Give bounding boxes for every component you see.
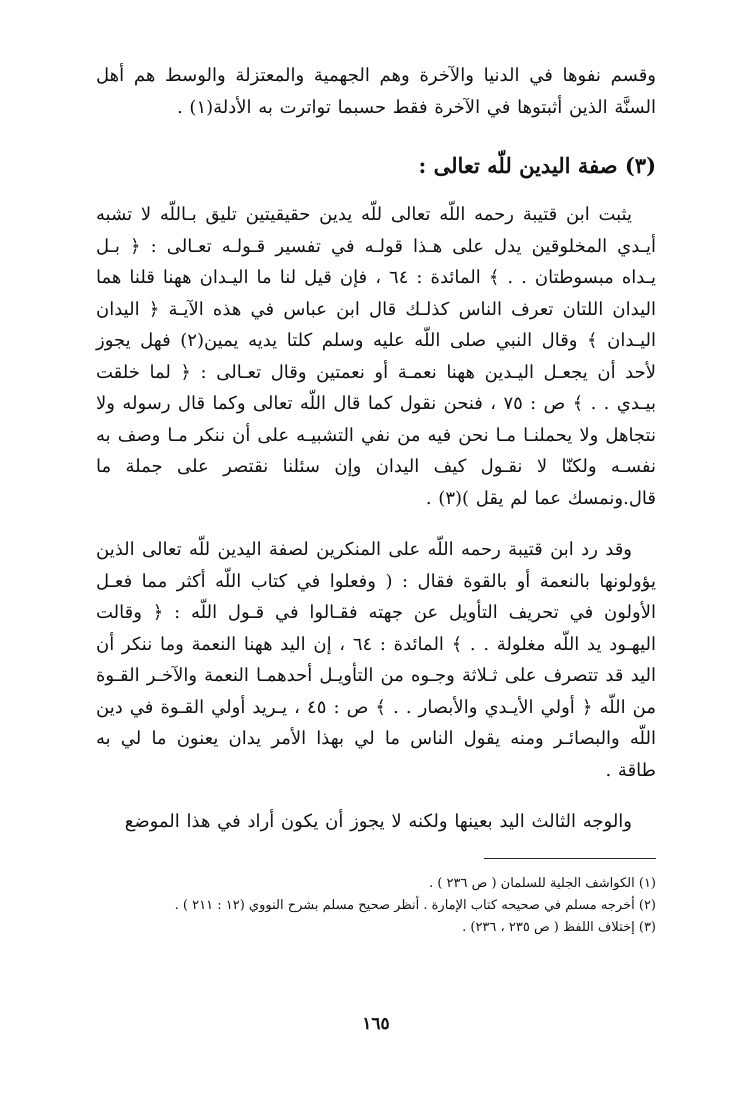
page-number: ١٦٥	[362, 1014, 390, 1034]
footnote-divider	[484, 858, 656, 859]
paragraph-4: والوجه الثالث اليد بعينها ولكنه لا يجوز أن يكون أراد في هذا الموضع	[124, 811, 632, 832]
paragraph-1: وقسم نفوها في الدنيا والآخرة وهم الجهمية والمعتزلة والوسط هم أهل السنَّة الذين أثبتوها في الآخرة فقط حسبما تواترت به الأدلة(١) .	[96, 65, 656, 118]
footnote-1: (١) الكواشف الجلية للسلمان ( ص ٢٣٦ ) .	[429, 875, 656, 891]
paragraph-3: وقد رد ابن قتيبة رحمه اللّه على المنكرين لصفة اليدين للّه تعالى الذين يؤولونها بالنعمة أو بالقوة فقال : ( وفعلوا في كتاب اللّه أكثر مما فعـل الأولون في تحريف التأويل عن جهته فقـالوا في قـول اللّه : ﴿ وقالت اليهـود يد اللّه مغلولة . . ﴾ المائدة : ٦٤ ، إن اليد ههنا النعمة وما ننكر أن اليد قد تتصرف على ثـلاثة وجـوه من التأويـل أحدهمـا النعمة والآخـر القـوة من اللّه ﴿ أولي الأيـدي والأبصار . . ﴾ ص : ٤٥ ، يـريد أولي القـوة في دين اللّه والبصائـر ومنه يقول الناس ما لي بهذا الأمر يدان يعنون ما لي به طاقة .	[96, 539, 656, 781]
footnotes	[96, 873, 656, 939]
page-content	[96, 60, 656, 1093]
section-heading: (٣) صفة اليدين للّه تعالى :	[418, 153, 656, 178]
paragraph-2: يثبت ابن قتيبة رحمه اللّه تعالى للّه يدين حقيقيتين تليق بـاللّه لا تشبه أيـدي المخلوقين يدل على هـذا قولـه في تفسير قـولـه تعـالى : ﴿ بـل يـداه مبسوطتان . . ﴾ المائدة : ٦٤ ، فإن قيل لنا ما اليـدان ههنا قلنا هما اليدان اللتان تعرف الناس كذلـك قال ابن عباس في هذه الآيـة ﴿ اليدان اليـدان ﴾ وقال النبي صلى اللّه عليه وسلم كلتا يديه يمين(٢) فهل يجوز لأحد أن يجعـل اليـدين ههنا نعمـة أو نعمتين وقال تعـالى : ﴿ لما خلقت بيـدي . . ﴾ ص : ٧٥ ، فنحن نقول كما قال اللّه تعالى وكما قال رسوله ولا نتجاهل ولا يحملنـا مـا نحن فيه من نفي التشبيـه على أن ننكر مـا وصف به نفسـه ولكنّا لا نقـول كيف اليدان وإن سئلنا نقتصر على جملة ما قال.ونمسك عما لم يقل )(٣) .	[96, 204, 656, 509]
footnote-3: (٣) إختلاف اللفظ ( ص ٢٣٥ ، ٢٣٦) .	[462, 919, 656, 935]
footnote-2: (٢) أخرجه مسلم في صحيحه كتاب الإمارة . أنظر صحيح مسلم بشرح النووي (١٢ : ٢١١ ) .	[174, 897, 656, 913]
